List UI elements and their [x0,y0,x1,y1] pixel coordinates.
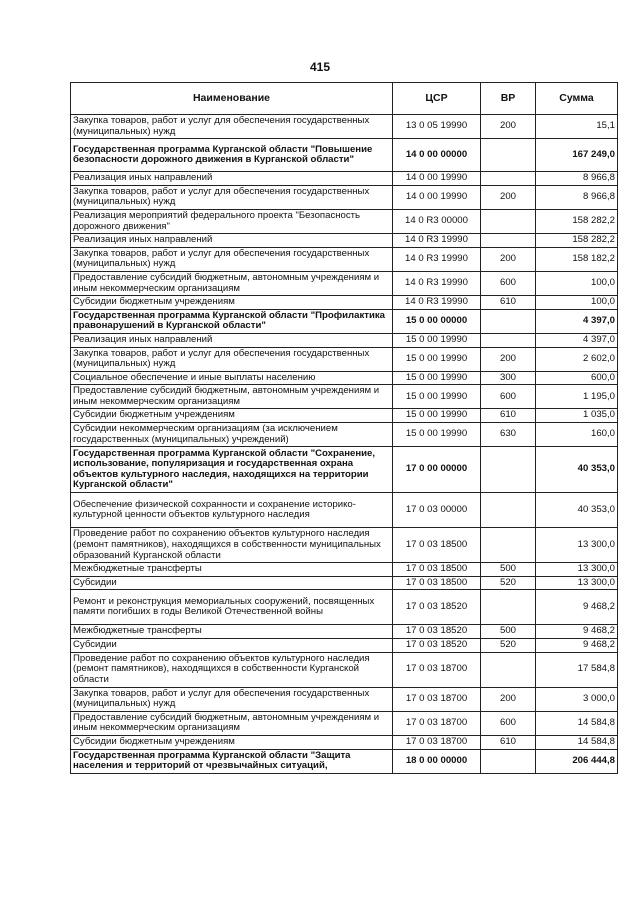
cell-csr: 15 0 00 19990 [393,409,481,423]
page-number: 415 [309,60,331,74]
cell-vr: 200 [481,115,536,139]
cell-vr [481,749,536,773]
table-row [71,247,618,271]
cell-vr: 200 [481,185,536,209]
cell-csr: 17 0 03 18500 [393,528,481,563]
cell-name: Реализация мероприятий федерального проекта "Безопасность дорожного движения" [71,209,393,233]
cell-csr: 14 0 00 00000 [393,139,481,172]
cell-vr [481,590,536,625]
table-row [71,296,618,310]
cell-name: Закупка товаров, работ и услуг для обеспечения государственных (муниципальных) нужд [71,185,393,209]
cell-name: Государственная программа Курганской области "Повышение безопасности дорожного движения в Курганской области" [71,139,393,172]
table-row [71,347,618,371]
cell-sum: 600,0 [536,371,618,385]
table-row [71,447,618,493]
cell-vr [481,447,536,493]
cell-sum: 158 282,2 [536,209,618,233]
cell-sum: 9 468,2 [536,639,618,653]
cell-name: Межбюджетные трансферты [71,625,393,639]
cell-sum: 100,0 [536,271,618,295]
cell-sum: 2 602,0 [536,347,618,371]
cell-sum: 206 444,8 [536,749,618,773]
cell-sum: 14 584,8 [536,736,618,750]
cell-vr: 520 [481,576,536,590]
cell-vr: 600 [481,271,536,295]
cell-sum: 13 300,0 [536,576,618,590]
cell-name: Государственная программа Курганской области "Сохранение, использование, популяризация и государственная охрана объектов культурного наследия, находящихся на территории Курганской области" [71,447,393,493]
cell-name: Реализация иных направлений [71,172,393,186]
cell-csr: 17 0 03 00000 [393,493,481,528]
cell-csr: 17 0 03 18500 [393,563,481,577]
cell-sum: 8 966,8 [536,185,618,209]
header-sum: Сумма [536,83,618,115]
cell-name: Предоставление субсидий бюджетным, автономным учреждениям и иным некоммерческим организациям [71,711,393,735]
cell-sum: 9 468,2 [536,625,618,639]
table-row [71,563,618,577]
table-row [71,711,618,735]
cell-sum: 15,1 [536,115,618,139]
cell-sum: 4 397,0 [536,309,618,333]
cell-name: Обеспечение физической сохранности и сохранение историко-культурной ценности объектов культурного наследия [71,493,393,528]
cell-csr: 14 0 R3 19990 [393,247,481,271]
cell-sum: 167 249,0 [536,139,618,172]
header-name: Наименование [71,83,393,115]
cell-sum: 14 584,8 [536,711,618,735]
cell-name: Проведение работ по сохранению объектов культурного наследия (ремонт памятников), находящихся в собственности муниципальных образований Курганской области [71,528,393,563]
cell-csr: 14 0 R3 19990 [393,296,481,310]
cell-name: Проведение работ по сохранению объектов культурного наследия (ремонт памятников), находящихся в собственности Курганской области [71,652,393,687]
cell-vr: 500 [481,625,536,639]
cell-sum: 158 182,2 [536,247,618,271]
table-row [71,234,618,248]
table-row [71,209,618,233]
table-row [71,333,618,347]
table-row [71,139,618,172]
cell-csr: 15 0 00 00000 [393,309,481,333]
table-row [71,423,618,447]
table-row [71,639,618,653]
table-row [71,409,618,423]
table-row [71,736,618,750]
cell-csr: 14 0 R3 00000 [393,209,481,233]
cell-vr [481,333,536,347]
cell-csr: 15 0 00 19990 [393,333,481,347]
cell-csr: 14 0 00 19990 [393,185,481,209]
cell-vr [481,528,536,563]
cell-csr: 17 0 03 18700 [393,736,481,750]
cell-vr [481,652,536,687]
cell-csr: 17 0 03 18700 [393,687,481,711]
cell-vr: 300 [481,371,536,385]
cell-name: Предоставление субсидий бюджетным, автономным учреждениям и иным некоммерческим организациям [71,385,393,409]
cell-sum: 100,0 [536,296,618,310]
cell-sum: 160,0 [536,423,618,447]
cell-sum: 17 584,8 [536,652,618,687]
cell-csr: 17 0 00 00000 [393,447,481,493]
cell-name: Предоставление субсидий бюджетным, автономным учреждениям и иным некоммерческим организациям [71,271,393,295]
cell-csr: 14 0 R3 19990 [393,234,481,248]
cell-name: Закупка товаров, работ и услуг для обеспечения государственных (муниципальных) нужд [71,687,393,711]
cell-sum: 40 353,0 [536,447,618,493]
cell-name: Ремонт и реконструкция мемориальных сооружений, посвященных памяти погибших в годы Великой Отечественной войны [71,590,393,625]
cell-vr: 200 [481,687,536,711]
cell-csr: 17 0 03 18700 [393,652,481,687]
cell-vr: 520 [481,639,536,653]
table-row [71,590,618,625]
table-row [71,385,618,409]
cell-csr: 15 0 00 19990 [393,371,481,385]
cell-vr: 610 [481,736,536,750]
cell-vr: 200 [481,247,536,271]
cell-csr: 17 0 03 18520 [393,625,481,639]
cell-sum: 1 035,0 [536,409,618,423]
cell-name: Закупка товаров, работ и услуг для обеспечения государственных (муниципальных) нужд [71,115,393,139]
cell-name: Социальное обеспечение и иные выплаты населению [71,371,393,385]
table-row [71,687,618,711]
cell-vr [481,209,536,233]
table-row [71,271,618,295]
cell-vr: 630 [481,423,536,447]
cell-name: Реализация иных направлений [71,234,393,248]
table-header-row [71,83,618,115]
cell-sum: 8 966,8 [536,172,618,186]
table-row [71,749,618,773]
cell-sum: 3 000,0 [536,687,618,711]
cell-sum: 4 397,0 [536,333,618,347]
cell-csr: 17 0 03 18700 [393,711,481,735]
cell-csr: 17 0 03 18520 [393,590,481,625]
cell-csr: 15 0 00 19990 [393,347,481,371]
cell-csr: 17 0 03 18520 [393,639,481,653]
cell-vr [481,139,536,172]
table-row [71,528,618,563]
header-vr: ВР [481,83,536,115]
cell-csr: 18 0 00 00000 [393,749,481,773]
cell-vr: 610 [481,296,536,310]
table-row [71,652,618,687]
cell-name: Субсидии бюджетным учреждениям [71,409,393,423]
cell-name: Субсидии некоммерческим организациям (за исключением государственных (муниципальных) учреждений) [71,423,393,447]
table-row [71,172,618,186]
header-csr: ЦСР [393,83,481,115]
cell-name: Субсидии [71,639,393,653]
cell-sum: 13 300,0 [536,563,618,577]
table-row [71,625,618,639]
cell-vr: 500 [481,563,536,577]
cell-vr: 600 [481,711,536,735]
cell-name: Закупка товаров, работ и услуг для обеспечения государственных (муниципальных) нужд [71,347,393,371]
cell-vr [481,493,536,528]
table-row [71,493,618,528]
cell-sum: 158 282,2 [536,234,618,248]
cell-name: Субсидии бюджетным учреждениям [71,296,393,310]
cell-name: Закупка товаров, работ и услуг для обеспечения государственных (муниципальных) нужд [71,247,393,271]
cell-name: Субсидии бюджетным учреждениям [71,736,393,750]
cell-csr: 14 0 00 19990 [393,172,481,186]
cell-sum: 9 468,2 [536,590,618,625]
cell-sum: 1 195,0 [536,385,618,409]
cell-name: Государственная программа Курганской области "Профилактика правонарушений в Курганской области" [71,309,393,333]
cell-vr: 600 [481,385,536,409]
table-row [71,576,618,590]
cell-vr [481,172,536,186]
table-row [71,371,618,385]
cell-sum: 13 300,0 [536,528,618,563]
cell-vr [481,234,536,248]
table-body [71,115,618,774]
cell-name: Реализация иных направлений [71,333,393,347]
table-row [71,115,618,139]
cell-csr: 17 0 03 18500 [393,576,481,590]
budget-table [70,82,618,774]
cell-vr: 200 [481,347,536,371]
cell-vr [481,309,536,333]
cell-vr: 610 [481,409,536,423]
cell-csr: 15 0 00 19990 [393,385,481,409]
cell-name: Межбюджетные трансферты [71,563,393,577]
cell-name: Субсидии [71,576,393,590]
cell-name: Государственная программа Курганской области "Защита населения и территорий от чрезвычайных ситуаций, [71,749,393,773]
cell-sum: 40 353,0 [536,493,618,528]
table-row [71,185,618,209]
cell-csr: 13 0 05 19990 [393,115,481,139]
cell-csr: 15 0 00 19990 [393,423,481,447]
cell-csr: 14 0 R3 19990 [393,271,481,295]
table-row [71,309,618,333]
